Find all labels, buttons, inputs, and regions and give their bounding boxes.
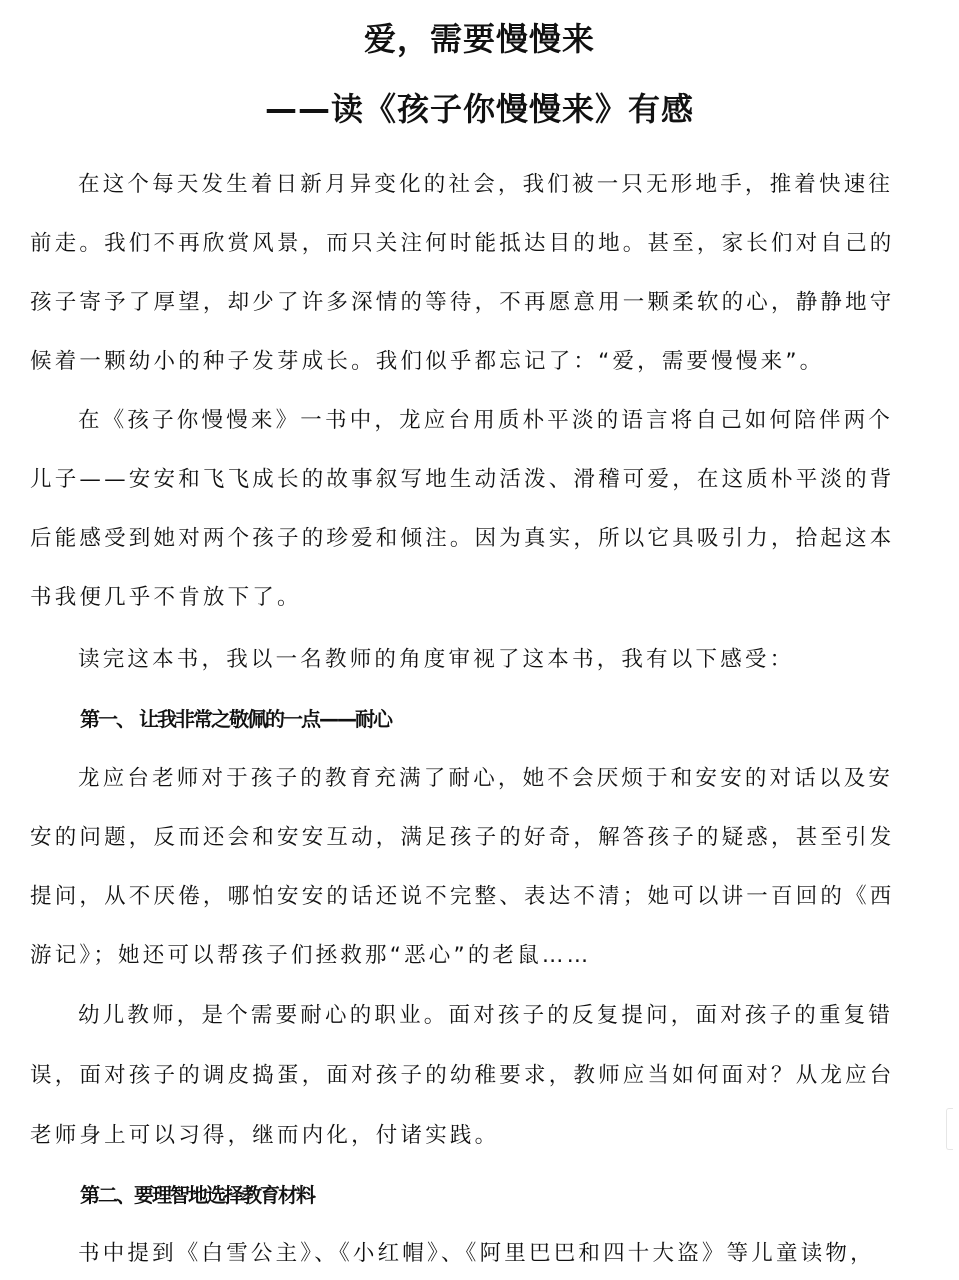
paragraph-1-line-4: 候着一颗幼小的种子发芽成长。我们似乎都忘记了：“爱，需要慢慢来”。 bbox=[30, 349, 825, 374]
section-heading-1: 第一、 让我非常之敬佩的一点——耐心 bbox=[80, 707, 391, 731]
paragraph-3-line-1: 读完这本书，我以一名教师的角度审视了这本书，我有以下感受： bbox=[78, 647, 795, 672]
paragraph-2-line-1: 在《孩子你慢慢来》一书中，龙应台用质朴平淡的语言将自己如何陪伴两个 bbox=[78, 408, 894, 433]
paragraph-5-line-3: 老师身上可以习得，继而内化，付诸实践。 bbox=[30, 1123, 500, 1148]
paragraph-5-line-1: 幼儿教师，是个需要耐心的职业。面对孩子的反复提问，面对孩子的重复错 bbox=[78, 1003, 894, 1028]
paragraph-4-line-3: 提问，从不厌倦，哪怕安安的话还说不完整、表达不清；她可以讲一百回的《西 bbox=[30, 884, 895, 909]
paragraph-1-line-1: 在这个每天发生着日新月异变化的社会，我们被一只无形地手，推着快速往 bbox=[78, 172, 894, 197]
paragraph-2-line-2: 儿子——安安和飞飞成长的故事叙写地生动活泼、滑稽可爱，在这质朴平淡的背 bbox=[30, 467, 895, 492]
document-title: 爱，需要慢慢来 bbox=[363, 20, 595, 58]
paragraph-4-line-2: 安的问题，反而还会和安安互动，满足孩子的好奇，解答孩子的疑惑，甚至引发 bbox=[30, 825, 895, 850]
paragraph-4-line-1: 龙应台老师对于孩子的教育充满了耐心，她不会厌烦于和安安的对话以及安 bbox=[78, 766, 894, 791]
paragraph-1-line-2: 前走。我们不再欣赏风景，而只关注何时能抵达目的地。甚至，家长们对自己的 bbox=[30, 231, 895, 256]
paragraph-6-line-1: 书中提到《白雪公主》、《小红帽》、《阿里巴巴和四十大盗》等儿童读物， bbox=[78, 1241, 875, 1266]
page-edge-tab bbox=[946, 1108, 953, 1150]
paragraph-2-line-4: 书我便几乎不肯放下了。 bbox=[30, 585, 302, 610]
paragraph-4-line-4: 游记》；她还可以帮孩子们拯救那“恶心”的老鼠…… bbox=[30, 943, 592, 968]
paragraph-1-line-3: 孩子寄予了厚望，却少了许多深情的等待，不再愿意用一颗柔软的心，静静地守 bbox=[30, 290, 895, 315]
paragraph-2-line-3: 后能感受到她对两个孩子的珍爱和倾注。因为真实，所以它具吸引力，拾起这本 bbox=[30, 526, 895, 551]
document-subtitle: ——读《孩子你慢慢来》有感 bbox=[264, 90, 694, 128]
section-heading-2: 第二、要理智地选择教育材料 bbox=[80, 1183, 314, 1207]
paragraph-5-line-2: 误，面对孩子的调皮捣蛋，面对孩子的幼稚要求，教师应当如何面对？从龙应台 bbox=[30, 1063, 895, 1088]
